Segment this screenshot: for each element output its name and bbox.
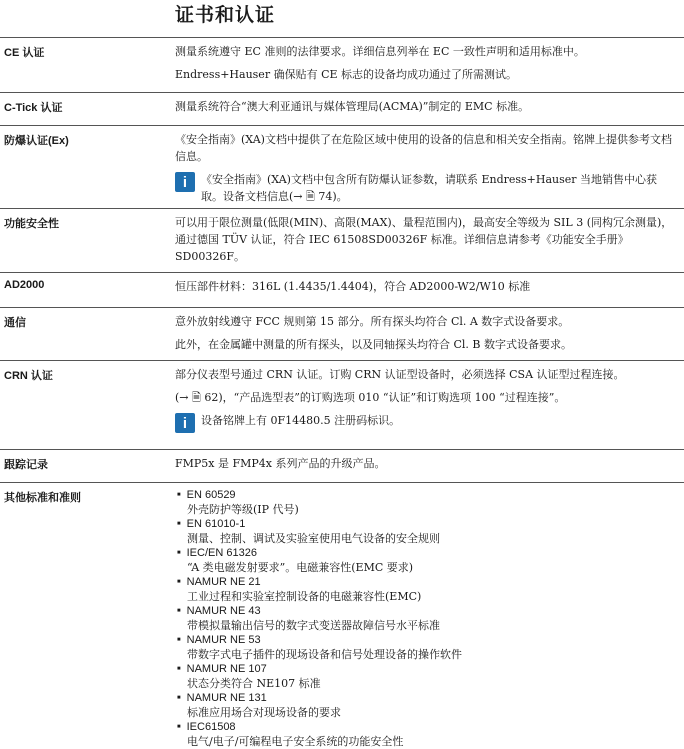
standard-desc: 状态分类符合 NE107 标准: [175, 677, 675, 692]
info-note: [175, 171, 675, 205]
standard-desc: 标准应用场合对现场设备的要求: [175, 706, 675, 721]
row-text: 可以用于限位测量(低限(MIN)、高限(MAX)、量程范围内)，最高安全等级为 SIL 3 (同构冗余测量)，通过德国 TÜV 认证，符合 IEC 61508SD00326F 标准。详细信息请参考《功能安全手册》SD00326F。: [175, 214, 675, 265]
standard-desc: 电气/电子/可编程电子安全系统的功能安全性: [175, 735, 675, 749]
info-icon: i: [175, 413, 195, 433]
row-ex: [0, 125, 684, 208]
standard-desc: 测量、控制、调试及实验室使用电气设备的安全规则: [175, 532, 675, 547]
row-label: 防爆认证(Ex): [4, 132, 69, 148]
row-label: 功能安全性: [4, 215, 59, 231]
row-text: 部分仪表型号通过 CRN 认证。订购 CRN 认证型设备时，必须选择 CSA 认证型过程连接。: [175, 366, 675, 383]
standard-name: ■ NAMUR NE 21: [175, 575, 675, 590]
standard-name: ■ NAMUR NE 131: [175, 691, 675, 706]
standard-desc: 带数字式电子插件的现场设备和信号处理设备的操作软件: [175, 648, 675, 663]
row-text: FMP5x 是 FMP4x 系列产品的升级产品。: [175, 455, 675, 472]
row-track-record: [0, 449, 684, 482]
standard-name: ■ NAMUR NE 107: [175, 662, 675, 677]
row-label: 其他标准和准则: [4, 489, 81, 505]
row-text: 恒压部件材料：316L (1.4435/1.4404)，符合 AD2000-W2/W10 标准: [175, 278, 675, 295]
row-label: 跟踪记录: [4, 456, 48, 472]
standard-name: ■ IEC/EN 61326: [175, 546, 675, 561]
row-ctick: [0, 92, 684, 125]
standard-name: ■ EN 60529: [175, 488, 675, 503]
row-label: AD2000: [4, 279, 44, 291]
row-crn: [0, 360, 684, 449]
standard-desc: 带模拟量输出信号的数字式变送器故障信号水平标准: [175, 619, 675, 634]
row-text: 意外放射线遵守 FCC 规则第 15 部分。所有探头均符合 Cl. A 数字式设备要求。: [175, 313, 675, 330]
row-text: (→ 🗎 62)，“产品选型表”的订购选项 010 “认证”和订购选项 100 “过程连接”。: [175, 389, 675, 406]
row-label: CE 认证: [4, 44, 44, 60]
row-text: 此外，在金属罐中测量的所有探头，以及同轴探头均符合 Cl. B 数字式设备要求。: [175, 336, 675, 353]
standard-desc: 外壳防护等级(IP 代号): [175, 503, 675, 518]
row-text: 《安全指南》(XA)文档中提供了在危险区域中使用的设备的信息和相关安全指南。铭牌上提供参考文档信息。: [175, 131, 675, 165]
standard-name: ■ NAMUR NE 53: [175, 633, 675, 648]
row-label: C-Tick 认证: [4, 99, 62, 115]
row-text: 测量系统遵守 EC 准则的法律要求。详细信息列举在 EC 一致性声明和适用标准中。: [175, 43, 675, 60]
row-other-standards: [0, 482, 684, 745]
standard-desc: 工业过程和实验室控制设备的电磁兼容性(EMC): [175, 590, 675, 605]
row-text: Endress+Hauser 确保贴有 CE 标志的设备均成功通过了所需测试。: [175, 66, 675, 83]
row-ce: [0, 37, 684, 92]
standards-list: [175, 488, 675, 749]
standard-name: ■ IEC61508: [175, 720, 675, 735]
note-text: 《安全指南》(XA)文档中包含所有防爆认证参数，请联系 Endress+Hauser 当地销售中心获取。设备文档信息(→ 🗎 74)。: [201, 171, 675, 205]
row-label: CRN 认证: [4, 367, 53, 383]
row-ad2000: [0, 272, 684, 307]
note-text: 设备铭牌上有 0F14480.5 注册码标识。: [201, 412, 400, 429]
page-title: 证书和认证: [175, 0, 275, 27]
info-icon: i: [175, 172, 195, 192]
row-functional-safety: [0, 208, 684, 271]
row-communication: [0, 307, 684, 360]
row-text: 测量系统符合“澳大利亚通讯与媒体管理局(ACMA)”制定的 EMC 标准。: [175, 98, 675, 115]
standard-name: ■ NAMUR NE 43: [175, 604, 675, 619]
standard-desc: “A 类电磁发射要求”。电磁兼容性(EMC 要求): [175, 561, 675, 576]
info-note: [175, 412, 675, 433]
standard-name: ■ EN 61010-1: [175, 517, 675, 532]
row-label: 通信: [4, 314, 26, 330]
